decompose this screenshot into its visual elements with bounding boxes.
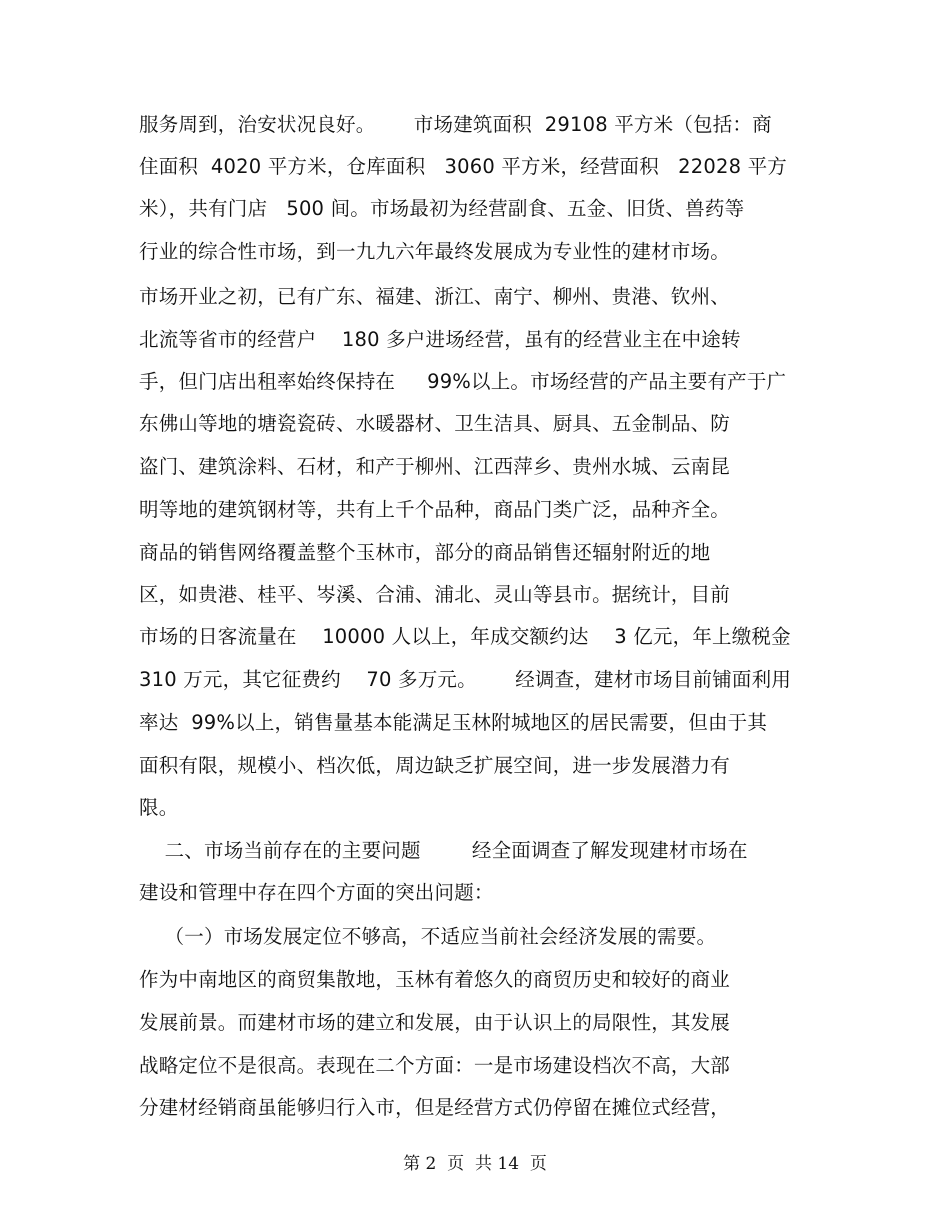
text-line: 建设和管理中存在四个方面的突出问题：: [139, 881, 494, 904]
text-line: 率达 99%以上，销售量基本能满足玉林附城地区的居民需要，但由于其: [139, 711, 768, 734]
text-line: 面积有限，规模小、档次低，周边缺乏扩展空间，进一步发展潜力有: [139, 754, 731, 777]
text-line: 市场开业之初，已有广东、福建、浙江、南宁、柳州、贵港、钦州、: [139, 285, 731, 308]
subsection-heading-line: （一）市场发展定位不够高，不适应当前社会经济发展的需要。: [139, 925, 717, 948]
text-line: 商品的销售网络覆盖整个玉林市，部分的商品销售还辐射附近的地: [139, 541, 711, 564]
text-line: 手，但门店出租率始终保持在 99%以上。市场经营的产品主要有产于广: [139, 370, 787, 393]
text-line: 发展前景。而建材市场的建立和发展，由于认识上的局限性，其发展: [139, 1011, 731, 1034]
text-line: 战略定位不是很高。表现在二个方面：一是市场建设档次不高，大部: [139, 1054, 731, 1077]
text-line: 市场的日客流量在 10000 人以上，年成交额约达 3 亿元，年上缴税金: [139, 625, 791, 648]
text-line: 作为中南地区的商贸集散地，玉林有着悠久的商贸历史和较好的商业: [139, 968, 731, 991]
text-line: 明等地的建筑钢材等，共有上千个品种，商品门类广泛，品种齐全。: [139, 498, 731, 521]
text-line: 北流等省市的经营户 180 多户进场经营，虽有的经营业主在中途转: [139, 328, 741, 351]
text-line: 服务周到，治安状况良好。 市场建筑面积 29108 平方米（包括：商: [139, 113, 772, 136]
page-number-footer: 第 2 页 共 14 页: [403, 1154, 547, 1174]
text-line: 310 万元，其它征费约 70 多万元。 经调查，建材市场目前铺面利用: [139, 668, 792, 691]
text-line: 盗门、建筑涂料、石材，和产于柳州、江西萍乡、贵州水城、云南昆: [139, 455, 731, 478]
text-line: 区，如贵港、桂平、岑溪、合浦、浦北、灵山等县市。据统计，目前: [139, 583, 731, 606]
text-line: 米），共有门店 500 间。市场最初为经营副食、五金、旧货、兽药等: [139, 197, 745, 220]
text-line: 限。: [139, 796, 179, 819]
text-line: 分建材经销商虽能够归行入市，但是经营方式仍停留在摊位式经营，: [139, 1096, 731, 1119]
text-line: 住面积 4020 平方米，仓库面积 3060 平方米，经营面积 22028 平方: [139, 155, 787, 178]
text-line: 行业的综合性市场，到一九九六年最终发展成为专业性的建材市场。: [139, 240, 731, 263]
section-heading-line: 二、市场当前存在的主要问题 经全面调查了解发现建材市场在: [139, 839, 748, 862]
text-line: 东佛山等地的塘瓷瓷砖、水暖器材、卫生洁具、厨具、五金制品、防: [139, 412, 731, 435]
